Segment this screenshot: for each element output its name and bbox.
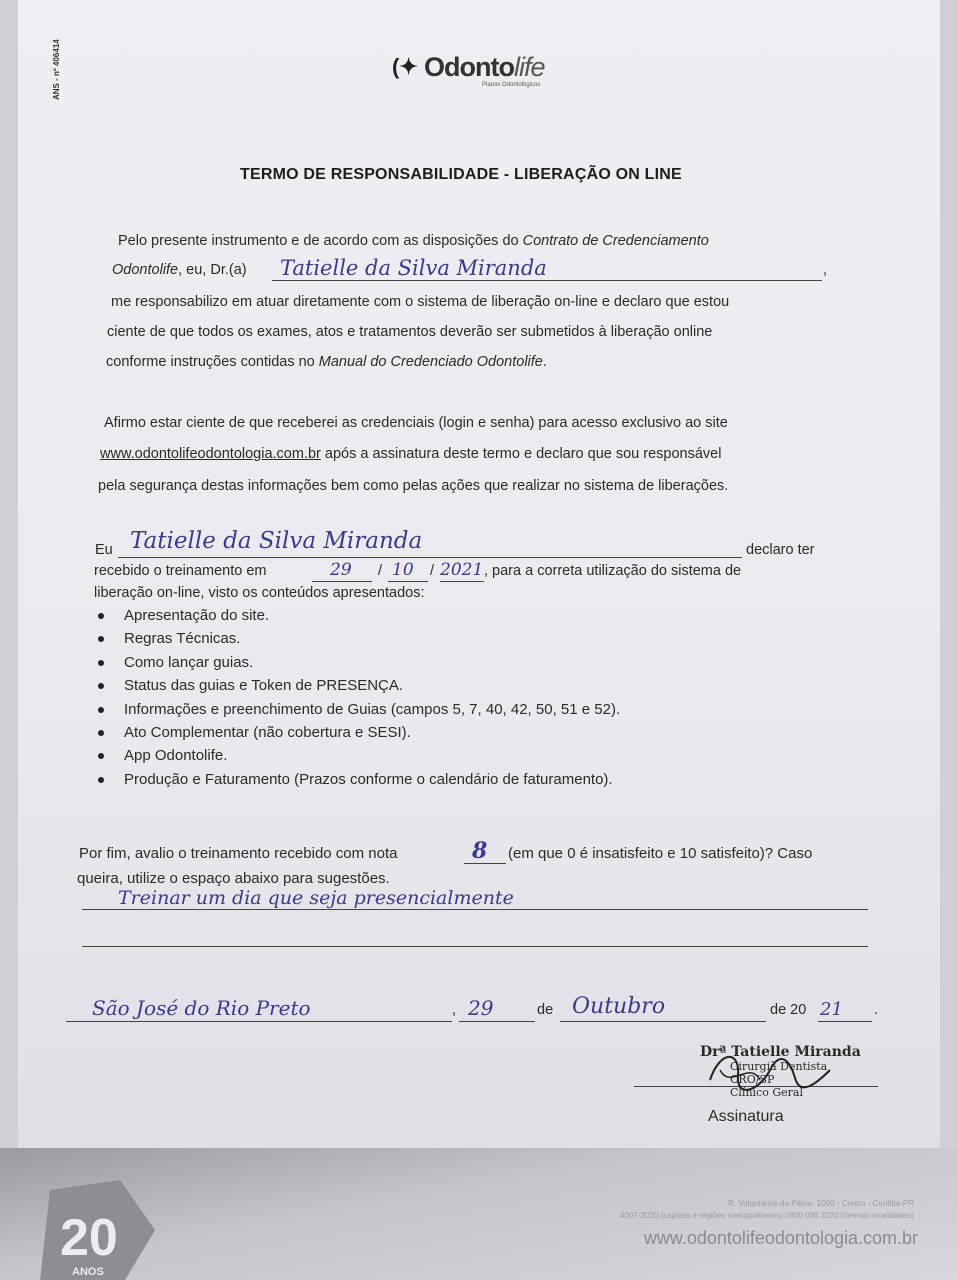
footer-address: R. Voluntários da Pátria, 1000 - Centro - Curitiba-PR 4007-2020 (capitais e regiões metropolitanas) 0800 000 2020 (demais localidades): [620, 1199, 914, 1220]
date-dot: .: [874, 1002, 879, 1018]
para2-line1: Afirmo estar ciente de que receberei as credenciais (login e senha) para acesso exclusivo ao site: [104, 415, 728, 431]
list-item: Status das guias e Token de PRESENÇA.: [90, 674, 620, 697]
sign-day-handwritten: 29: [468, 996, 494, 1020]
date-de: de: [537, 1002, 554, 1018]
para1-line3: me responsabilizo em atuar diretamente com o sistema de liberação on-line e declaro que estou: [111, 294, 730, 310]
para3-line3: liberação on-line, visto os conteúdos apresentados:: [94, 585, 425, 601]
year-line: [440, 581, 484, 582]
twenty-years-badge: [30, 1180, 160, 1280]
month-line: [388, 581, 428, 582]
badge-label: ANOS: [72, 1266, 104, 1278]
logo-mark-icon: (✦: [392, 54, 418, 79]
site-link[interactable]: www.odontolifeodontologia.com.br: [100, 446, 321, 462]
para1-line2: Odontolife, eu, Dr.(a): [112, 262, 247, 278]
para1-line4: ciente de que todos os exames, atos e tratamentos deverão ser submetidos à liberação online: [107, 324, 713, 340]
para1-line2-end: ,: [823, 262, 828, 278]
suggestion-line-2: [82, 946, 868, 947]
sign-year-handwritten: 21: [820, 999, 843, 1020]
list-item: App Odontolife.: [90, 744, 620, 767]
sign-year-line: [818, 1021, 872, 1022]
para2-line2: www.odontolifeodontologia.com.br após a assinatura deste termo e declaro que sou responsável: [100, 446, 722, 462]
rating-line1b: (em que 0 é insatisfeito e 10 satisfeito)? Caso: [508, 845, 813, 862]
training-month: 10: [392, 560, 414, 580]
dr-name-handwritten: Tatielle da Silva Miranda: [280, 256, 547, 280]
para3-recebido: recebido o treinamento em: [94, 563, 267, 579]
para3-declaro: declaro ter: [746, 542, 815, 558]
sign-month-handwritten: Outubro: [572, 994, 666, 1019]
list-item: Regras Técnicas.: [90, 627, 620, 650]
list-item: Informações e preenchimento de Guias (campos 5, 7, 40, 42, 50, 51 e 52).: [90, 698, 620, 721]
list-item: Produção e Faturamento (Prazos conforme o calendário de faturamento).: [90, 768, 620, 791]
rating-score: 8: [472, 838, 488, 864]
rating-line1a: Por fim, avalio o treinamento recebido com nota: [79, 845, 398, 862]
suggestion-line-1: [82, 909, 868, 910]
para3-eu: Eu: [95, 542, 113, 558]
ans-registration: ANS - nº 406414: [52, 39, 61, 100]
dr-name-line: [272, 280, 822, 281]
suggestion-handwritten: Treinar um dia que seja presencialmente: [118, 887, 514, 909]
badge-number: 20: [60, 1209, 118, 1267]
para1-line5: conforme instruções contidas no Manual do Credenciado Odontolife.: [106, 354, 547, 370]
sign-day-line: [459, 1021, 535, 1022]
logo-text: Odontolife: [424, 52, 545, 82]
topics-list: [90, 604, 620, 791]
logo-subtitle: Planos Odontológicos: [482, 82, 541, 88]
trainee-name-line: [118, 557, 742, 558]
date-slash-2: /: [430, 563, 435, 579]
para1-line1: Pelo presente instrumento e de acordo com as disposições do Contrato de Credenciamento: [118, 233, 709, 249]
signature-label: Assinatura: [708, 1108, 784, 1125]
para3-para-a: , para a correta utilização do sistema de: [484, 563, 742, 579]
training-year: 2021: [440, 560, 484, 580]
rating-line2: queira, utilize o espaço abaixo para sugestões.: [77, 870, 390, 887]
document-title: TERMO DE RESPONSABILIDADE - LIBERAÇÃO ON LINE: [240, 166, 682, 183]
city-line: [66, 1021, 452, 1022]
footer-site[interactable]: www.odontolifeodontologia.com.br: [643, 1228, 918, 1248]
date-de-20: de 20: [770, 1002, 807, 1018]
para2-line3: pela segurança destas informações bem como pelas ações que realizar no sistema de liberações.: [98, 478, 729, 494]
list-item: Ato Complementar (não cobertura e SESI).: [90, 721, 620, 744]
date-slash-1: /: [378, 563, 383, 579]
day-line: [312, 581, 372, 582]
dentist-stamp: Drª Tatielle Miranda Cirurgiã Dentista CRO/SP Clínico Geral: [700, 1044, 861, 1099]
training-day: 29: [330, 560, 352, 580]
list-item: Como lançar guias.: [90, 651, 620, 674]
trainee-name-handwritten: Tatielle da Silva Miranda: [130, 528, 423, 554]
date-comma: ,: [452, 1002, 457, 1018]
city-handwritten: São José do Rio Preto: [92, 996, 311, 1020]
sign-month-line: [560, 1021, 766, 1022]
list-item: Apresentação do site.: [90, 604, 620, 627]
